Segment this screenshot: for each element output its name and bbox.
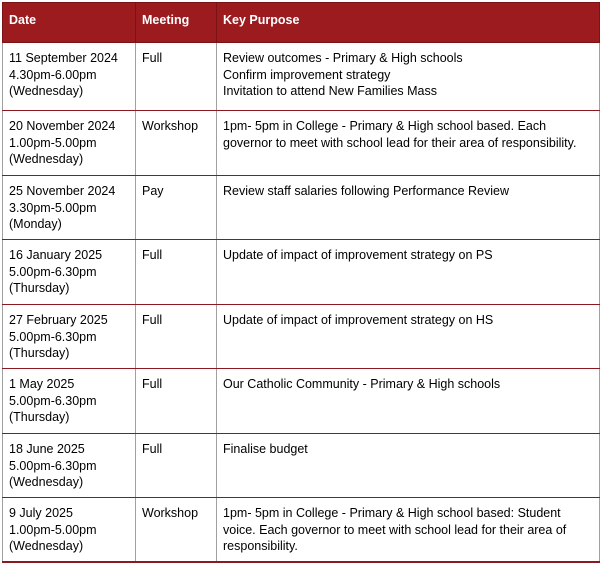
meeting-type-cell: Full (136, 305, 217, 369)
date-text: 16 January 2025 (9, 248, 103, 262)
weekday-text: (Wednesday) (9, 84, 84, 98)
date-text: 27 February 2025 (9, 313, 108, 327)
header-key-purpose: Key Purpose (217, 3, 600, 43)
purpose-line: Our Catholic Community - Primary & High schools (223, 377, 501, 391)
meeting-type-cell: Workshop (136, 498, 217, 562)
weekday-text: (Thursday) (9, 281, 70, 295)
meeting-schedule-table (2, 2, 600, 563)
time-text: 5.00pm-6.30pm (9, 393, 97, 408)
table-row (3, 498, 600, 562)
weekday-text: (Wednesday) (9, 152, 84, 166)
purpose-line: 1pm- 5pm in College - Primary & High school based: Student voice. Each governor to meet with school lead for their area of responsibility. (223, 506, 567, 553)
date-cell (3, 43, 136, 111)
weekday-text: (Thursday) (9, 410, 70, 424)
date-text: 25 November 2024 (9, 184, 116, 198)
weekday-text: (Wednesday) (9, 475, 84, 489)
time-text: 3.30pm-5.00pm (9, 200, 97, 215)
meeting-type-cell: Workshop (136, 111, 217, 176)
purpose-line: Review staff salaries following Performance Review (223, 184, 509, 198)
date-cell (3, 111, 136, 176)
table-row (3, 43, 600, 111)
meeting-type-cell: Pay (136, 176, 217, 240)
header-meeting: Meeting (136, 3, 217, 43)
time-text: 5.00pm-6.30pm (9, 458, 97, 473)
meeting-type-cell: Full (136, 369, 217, 434)
key-purpose-cell (217, 434, 600, 498)
date-cell (3, 240, 136, 305)
table-row (3, 305, 600, 369)
date-text: 9 July 2025 (9, 506, 73, 520)
time-text: 1.00pm-5.00pm (9, 522, 97, 537)
meeting-type-cell: Full (136, 43, 217, 111)
key-purpose-cell (217, 369, 600, 434)
key-purpose-cell (217, 498, 600, 562)
time-text: 5.00pm-6.30pm (9, 329, 97, 344)
date-cell (3, 369, 136, 434)
time-text: 1.00pm-5.00pm (9, 135, 97, 150)
table-row (3, 111, 600, 176)
key-purpose-cell (217, 305, 600, 369)
table-row (3, 369, 600, 434)
time-text: 4.30pm-6.00pm (9, 67, 97, 82)
time-text: 5.00pm-6.30pm (9, 264, 97, 279)
date-text: 20 November 2024 (9, 119, 116, 133)
header-row (3, 3, 600, 43)
date-text: 11 September 2024 (9, 51, 118, 65)
weekday-text: (Monday) (9, 217, 62, 231)
date-cell (3, 498, 136, 562)
date-text: 18 June 2025 (9, 442, 85, 456)
purpose-line: Invitation to attend New Families Mass (223, 84, 437, 98)
date-cell (3, 305, 136, 369)
purpose-line: Update of impact of improvement strategy on PS (223, 248, 493, 262)
key-purpose-cell (217, 111, 600, 176)
meeting-schedule (2, 2, 600, 563)
table-row (3, 176, 600, 240)
purpose-line: 1pm- 5pm in College - Primary & High school based. Each governor to meet with school lead for their area of responsibility. (223, 119, 577, 150)
purpose-line: Update of impact of improvement strategy on HS (223, 313, 494, 327)
date-cell (3, 176, 136, 240)
purpose-line: Finalise budget (223, 442, 308, 456)
purpose-line: Review outcomes - Primary & High schools (223, 51, 463, 65)
weekday-text: (Wednesday) (9, 539, 84, 553)
weekday-text: (Thursday) (9, 346, 70, 360)
meeting-type-cell: Full (136, 240, 217, 305)
purpose-line: Confirm improvement strategy (223, 67, 391, 82)
key-purpose-cell (217, 240, 600, 305)
date-cell (3, 434, 136, 498)
key-purpose-cell (217, 43, 600, 111)
meeting-type-cell: Full (136, 434, 217, 498)
key-purpose-cell (217, 176, 600, 240)
table-row (3, 240, 600, 305)
table-row (3, 434, 600, 498)
header-date: Date (3, 3, 136, 43)
date-text: 1 May 2025 (9, 377, 75, 391)
